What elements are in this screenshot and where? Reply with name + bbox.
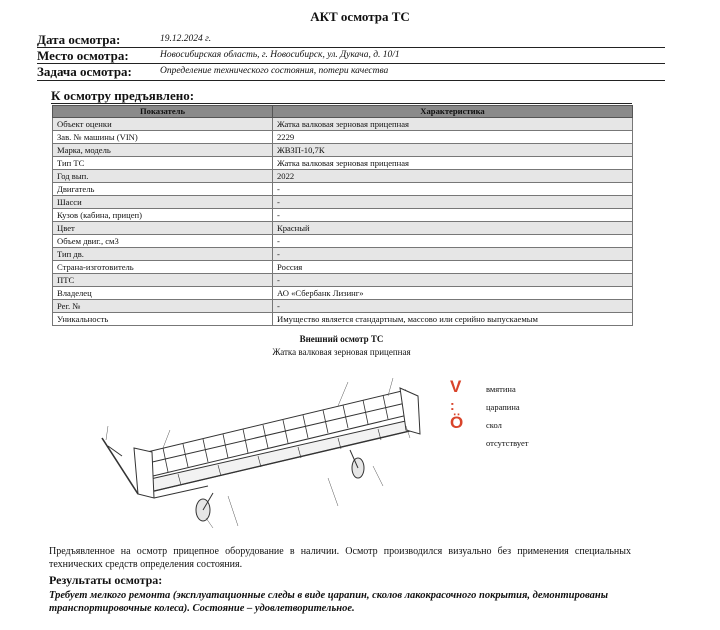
- inspection-date-value: 19.12.2024 г.: [160, 34, 212, 44]
- row-indicator: ПТС: [53, 274, 273, 287]
- table-row: [53, 131, 633, 144]
- table-row: [53, 209, 633, 222]
- scratch-marker-icon: :: [450, 397, 454, 413]
- row-value: -: [273, 235, 633, 248]
- cutter-bar: [150, 430, 414, 492]
- inspection-task-value: Определение технического состояния, потери качества: [160, 66, 389, 76]
- header-machine-drawing: [88, 368, 428, 538]
- table-row: [53, 287, 633, 300]
- row-value: Жатка валковая зерновая прицепная: [273, 118, 633, 131]
- legend-row-scratch: [448, 396, 558, 414]
- table-row: [53, 222, 633, 235]
- row-value: ЖВЗП-10,7К: [273, 144, 633, 157]
- row-indicator: Марка, модель: [53, 144, 273, 157]
- external-inspection-subtitle: Жатка валковая зерновая прицепная: [272, 347, 411, 357]
- row-indicator: Объект оценки: [53, 118, 273, 131]
- legend-label-dent: вмятина: [486, 384, 516, 394]
- row-value: 2229: [273, 131, 633, 144]
- results-text: Требует мелкого ремонта (эксплуатационные следы в виде царапин, сколов лакокрасочного покрытия, демонтированы транспортировочные колеса). Состояние – удовлетворительное.: [49, 590, 608, 614]
- table-header-indicator: Показатель: [53, 106, 273, 118]
- legend-row-missing: [448, 432, 558, 450]
- external-inspection-title: Внешний осмотр ТС: [299, 334, 384, 344]
- inspection-task-row: [37, 64, 665, 80]
- damage-legend: [448, 378, 558, 448]
- document-title: АКТ осмотра ТС: [310, 9, 410, 24]
- left-end-frame: [134, 448, 154, 498]
- task-underline: [37, 80, 665, 81]
- inspection-place-row: [37, 48, 665, 64]
- row-value: 2022: [273, 170, 633, 183]
- row-value: Россия: [273, 261, 633, 274]
- inspection-date-label: Дата осмотра:: [37, 32, 121, 47]
- table-row: [53, 144, 633, 157]
- table-row: [53, 248, 633, 261]
- row-value: АО «Сбербанк Лизинг»: [273, 287, 633, 300]
- table-header-row: [53, 106, 633, 118]
- cutter-platform: [146, 420, 414, 492]
- table-row: [53, 183, 633, 196]
- row-indicator: Зав. № машины (VIN): [53, 131, 273, 144]
- table-row: [53, 274, 633, 287]
- row-indicator: Кузов (кабина, прицеп): [53, 209, 273, 222]
- row-indicator: Владелец: [53, 287, 273, 300]
- row-value: -: [273, 209, 633, 222]
- row-value: Красный: [273, 222, 633, 235]
- row-value: -: [273, 196, 633, 209]
- inspection-task-label: Задача осмотра:: [37, 64, 132, 79]
- row-value: -: [273, 183, 633, 196]
- section-underline: [51, 103, 632, 104]
- row-value: -: [273, 300, 633, 313]
- legend-row-dent: [448, 378, 558, 396]
- table-row: [53, 300, 633, 313]
- table-row: [53, 196, 633, 209]
- row-indicator: Рег. №: [53, 300, 273, 313]
- dent-marker-icon: V: [450, 377, 462, 396]
- row-indicator: Год вып.: [53, 170, 273, 183]
- row-value: -: [273, 274, 633, 287]
- inspection-place-value: Новосибирская область, г. Новосибирск, ул. Дукача, д. 10/1: [160, 50, 400, 60]
- inspection-note: Предъявленное на осмотр прицепное оборудование в наличии. Осмотр производился визуально без применения специальных технических средств определения состояния.: [49, 546, 631, 570]
- row-indicator: Объем двиг., см3: [53, 235, 273, 248]
- inspection-date-row: [37, 32, 665, 48]
- table-row: [53, 313, 633, 326]
- row-value: Жатка валковая зерновая прицепная: [273, 157, 633, 170]
- row-indicator: Страна-изготовитель: [53, 261, 273, 274]
- legend-label-missing: отсутствует: [486, 438, 529, 448]
- row-indicator: Двигатель: [53, 183, 273, 196]
- inspection-place-label: Место осмотра:: [37, 48, 129, 63]
- legend-label-scratch: царапина: [486, 402, 520, 412]
- chip-marker-icon: Ö: [450, 413, 464, 432]
- row-indicator: Цвет: [53, 222, 273, 235]
- table-row: [53, 261, 633, 274]
- reel-frame-top: [143, 390, 406, 453]
- table-row: [53, 170, 633, 183]
- characteristics-table: [52, 105, 633, 326]
- drawbar: [102, 438, 138, 494]
- legend-row-chip: [448, 414, 558, 432]
- table-row: [53, 157, 633, 170]
- table-row: [53, 235, 633, 248]
- table-row: [53, 118, 633, 131]
- row-indicator: Уникальность: [53, 313, 273, 326]
- row-value: Имущество является стандартным, массово или серийно выпускаемым: [273, 313, 633, 326]
- presented-section-title: К осмотру предъявлено:: [51, 88, 195, 103]
- legend-label-chip: скол: [486, 420, 502, 430]
- row-indicator: Тип дв.: [53, 248, 273, 261]
- table-header-characteristic: Характеристика: [273, 106, 633, 118]
- row-indicator: Шасси: [53, 196, 273, 209]
- results-title: Результаты осмотра:: [49, 573, 163, 587]
- row-value: -: [273, 248, 633, 261]
- row-indicator: Тип ТС: [53, 157, 273, 170]
